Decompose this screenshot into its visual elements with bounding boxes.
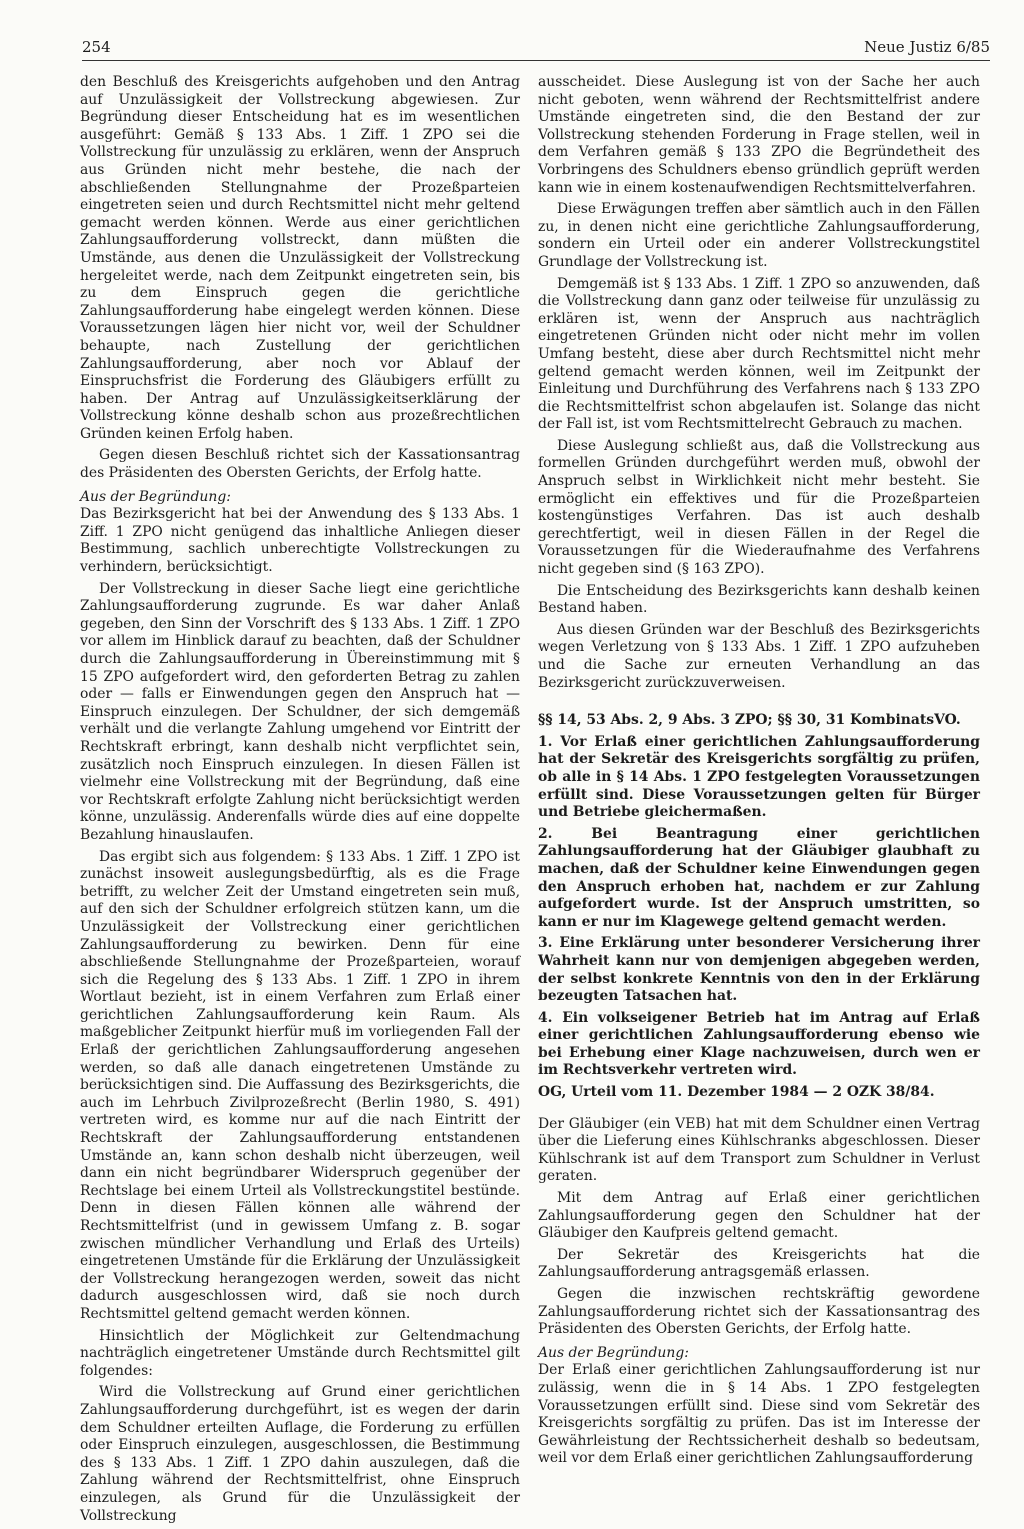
paragraph: Der Erlaß einer gerichtlichen Zahlungsaufforderung ist nur zulässig, wenn die in § 14 Abs. 1 ZPO festgelegten Voraussetzungen erfüllt sind. Diese sind vom Sekretär des Kreisgerichts sorgfältig zu prüfen. Das ist im Interesse der Gewährleistung der Rechtssicherheit deshalb so bedeutsam, weil vor dem Erlaß einer gerichtlichen Zahlungsaufforderung <box>538 1362 980 1467</box>
paragraph: Der Sekretär des Kreisgerichts hat die Zahlungsaufforderung antragsgemäß erlassen. <box>538 1246 980 1281</box>
paragraph: Demgemäß ist § 133 Abs. 1 Ziff. 1 ZPO so anzuwenden, daß die Vollstreckung dann ganz oder teilweise für unzulässig zu erklären ist, wenn der Anspruch aus nachträglich eingetretenen Gründen nicht oder nicht mehr im vollen Umfang besteht, diese aber durch Rechtsmittel nicht mehr geltend gemacht werden können, weil im Zeitpunkt der Einleitung und Durchführung des Verfahrens nach § 133 ZPO die Rechtsmittelfrist schon abgelaufen ist. Solange das nicht der Fall ist, ist vom Rechtsmittelrecht Gebrauch zu machen. <box>538 275 980 433</box>
norm-references: §§ 14, 53 Abs. 2, 9 Abs. 3 ZPO; §§ 30, 31 KombinatsVO. <box>538 712 961 729</box>
paragraph: ausscheidet. Diese Auslegung ist von der Sache her auch nicht geboten, wenn während der Rechtsmittelfrist andere Umstände eingetreten sind, die den Bestand der zur Vollstreckung stehenden Forderung in Frage stellen, weil in dem Verfahren gemäß § 133 ZPO die Begründetheit des Vorbringens des Schuldners ebenso gründlich geprüft werden kann wie in einem kostenaufwendigen Rechtsmittelverfahren. <box>538 74 980 196</box>
paragraph: Aus diesen Gründen war der Beschluß des Bezirksgerichts wegen Verletzung von § 133 Abs. 1 Ziff. 1 ZPO aufzuheben und die Sache zur erneuten Verhandlung an das Bezirksgericht zurückzuverweisen. <box>538 621 980 691</box>
paragraph: Mit dem Antrag auf Erlaß einer gerichtlichen Zahlungsaufforderung gegen den Schuldner hat der Gläubiger den Kaufpreis geltend gemacht. <box>538 1190 980 1242</box>
page-header <box>82 38 990 60</box>
left-column <box>80 74 520 1529</box>
page-number: 254 <box>82 38 111 56</box>
paragraph: den Beschluß des Kreisgerichts aufgehoben und den Antrag auf Unzulässigkeit der Vollstreckung abgewiesen. Zur Begründung dieser Entscheidung hat es im wesentlichen ausgeführt: Gemäß § 133 Abs. 1 Ziff. 1 ZPO sei die Vollstreckung für unzulässig zu erklären, wenn der Anspruch aus Gründen nicht mehr bestehe, die nach der abschließenden Stellungnahme der Prozeßparteien eingetreten seien und durch Rechtsmittel nicht mehr geltend gemacht werden können. Werde aus einer gerichtlichen Zahlungsaufforderung vollstreckt, dann müßten die Umstände, aus denen die Unzulässigkeit der Vollstreckung hergeleitet werde, nach dem Zeitpunkt eingetreten sein, bis zu dem Einspruch gegen die gerichtliche Zahlungsaufforderung habe eingelegt werden können. Diese Voraussetzungen lägen hier nicht vor, weil der Schuldner behaupte, nach Zustellung der gerichtlichen Zahlungsaufforderung, aber noch vor Ablauf der Einspruchsfrist die Forderung des Gläubigers erfüllt zu haben. Der Antrag auf Unzulässigkeitserklärung der Vollstreckung könne deshalb schon aus prozeßrechtlichen Gründen keinen Erfolg haben. <box>80 74 520 442</box>
paragraph: Der Gläubiger (ein VEB) hat mit dem Schuldner einen Vertrag über die Lieferung eines Kühlschranks abgeschlossen. Dieser Kühlschrank ist auf dem Transport zum Schuldner in Verlust geraten. <box>538 1115 980 1185</box>
right-column <box>538 74 980 1472</box>
headnote-3: 3. Eine Erklärung unter besonderer Versicherung ihrer Wahrheit kann nur von demjenigen abgegeben werden, der selbst konkrete Kenntnis von den in der Erklärung bezeugten Tatsachen hat. <box>538 935 980 1005</box>
headnote-1: 1. Vor Erlaß einer gerichtlichen Zahlungsaufforderung hat der Sekretär des Kreisgerichts sorgfältig zu prüfen, ob alle in § 14 Abs. 1 ZPO festgelegten Voraussetzungen erfüllt sind. Diese Voraussetzungen gelten für Bürger und Betriebe gleichermaßen. <box>538 733 980 821</box>
paragraph: Das Bezirksgericht hat bei der Anwendung des § 133 Abs. 1 Ziff. 1 ZPO nicht genügend das inhaltliche Anliegen dieser Bestimmung, sachlich unberechtigte Vollstreckungen zu verhindern, berücksichtigt. <box>80 506 520 576</box>
paragraph: Die Entscheidung des Bezirksgerichts kann deshalb keinen Bestand haben. <box>538 582 980 617</box>
section-heading: Aus der Begründung: <box>538 1344 689 1361</box>
paragraph: Gegen die inzwischen rechtskräftig gewordene Zahlungsaufforderung richtet sich der Kassationsantrag des Präsidenten des Obersten Gerichts, der Erfolg hatte. <box>538 1286 980 1338</box>
paragraph: Das ergibt sich aus folgendem: § 133 Abs. 1 Ziff. 1 ZPO ist zunächst insoweit auslegungsbedürftig, als es die Frage betrifft, zu welcher Zeit der Umstand eingetreten sein muß, auf den sich der Schuldner erfolgreich stützen kann, um die Unzulässigkeit der Vollstreckung einer gerichtlichen Zahlungsaufforderung zu bewirken. Denn für eine abschließende Stellungnahme der Prozeßparteien, worauf sich die Regelung des § 133 Abs. 1 Ziff. 1 ZPO in ihrem Wortlaut bezieht, ist in einem Verfahren zum Erlaß einer gerichtlichen Zahlungsaufforderung kein Raum. Als maßgeblicher Zeitpunkt hierfür muß im vorliegenden Fall der Erlaß der gerichtlichen Zahlungsaufforderung angesehen werden, so daß alle danach eingetretenen Umstände zu berücksichtigen sind. Die Auffassung des Bezirksgerichts, die auch im Lehrbuch Zivilprozeßrecht (Berlin 1980, S. 491) vertreten wird, es komme nur auf die nach Eintritt der Rechtskraft der Zahlungsaufforderung entstandenen Umstände an, kann schon deshalb nicht überzeugen, weil dann ein nicht begründbarer Widerspruch gegenüber der Rechtslage bei einem Urteil als Vollstreckungstitel bestünde. Denn in diesen Fällen können alle während der Rechtsmittelfrist (und in gewissem Umfang z. B. sogar zwischen mündlicher Verhandlung und Erlaß des Urteils) eingetretenen Umstände für die Erklärung der Unzulässigkeit der Vollstreckung herangezogen werden, soweit das nicht dadurch ausgeschlossen wird, daß sie noch durch Rechtsmittel geltend gemacht werden können. <box>80 848 520 1322</box>
paragraph: Gegen diesen Beschluß richtet sich der Kassationsantrag des Präsidenten des Obersten Gerichts, der Erfolg hatte. <box>80 447 520 482</box>
journal-title: Neue Justiz 6/85 <box>864 38 990 56</box>
paragraph: Diese Auslegung schließt aus, daß die Vollstreckung aus formellen Gründen durchgeführt werden muß, obwohl der Anspruch selbst in Wirklichkeit nicht mehr besteht. Sie ermöglicht ein effektives und für die Prozeßparteien kostengünstiges Verfahren. Das ist auch deshalb gerechtfertigt, weil in diesen Fällen in der Regel die Voraussetzungen für die Wiederaufnahme des Verfahrens nicht gegeben sind (§ 163 ZPO). <box>538 437 980 578</box>
paragraph: Wird die Vollstreckung auf Grund einer gerichtlichen Zahlungsaufforderung durchgeführt, ist es wegen der darin dem Schuldner erteilten Auflage, die Forderung zu erfüllen oder Einspruch einzulegen, ausgeschlossen, die Bestimmung des § 133 Abs. 1 Ziff. 1 ZPO dahin auszulegen, daß die Zahlung während der Rechtsmittelfrist, ohne Einspruch einzulegen, als Grund für die Unzulässigkeit der Vollstreckung <box>80 1384 520 1524</box>
headnote-4: 4. Ein volkseigener Betrieb hat im Antrag auf Erlaß einer gerichtlichen Zahlungsaufforderung ebenso wie bei Erhebung einer Klage nachzuweisen, durch wen er im Rechtsverkehr vertreten wird. <box>538 1009 980 1079</box>
header-rule <box>82 60 990 61</box>
headnote-2: 2. Bei Beantragung einer gerichtlichen Zahlungsaufforderung hat der Gläubiger glaubhaft zu machen, daß der Schuldner keine Einwendungen gegen den Anspruch erhoben hat, nachdem er zur Zahlung aufgefordert wurde. Ist der Anspruch umstritten, so kann er nur im Klagewege geltend gemacht werden. <box>538 825 980 930</box>
court-citation: OG, Urteil vom 11. Dezember 1984 — 2 OZK 38/84. <box>538 1084 935 1101</box>
paragraph: Der Vollstreckung in dieser Sache liegt eine gerichtliche Zahlungsaufforderung zugrunde. Es war daher Anlaß gegeben, den Sinn der Vorschrift des § 133 Abs. 1 Ziff. 1 ZPO vor allem im Hinblick darauf zu beachten, daß der Schuldner durch die Zahlungsaufforderung in Übereinstimmung mit § 15 ZPO aufgefordert wird, den geforderten Betrag zu zahlen oder — falls er Einwendungen gegen den Anspruch hat — Einspruch einzulegen. Der Schuldner, der sich demgemäß verhält und die verlangte Zahlung umgehend vor Eintritt der Rechtskraft erbringt, kann deshalb nicht verpflichtet sein, zusätzlich noch Einspruch einzulegen. In diesen Fällen ist vielmehr eine Vollstreckung mit der Begründung, daß eine vor Rechtskraft erfolgte Zahlung nicht berücksichtigt werden könne, unzulässig. Anderenfalls würde dies auf eine doppelte Bezahlung hinauslaufen. <box>80 580 520 843</box>
section-heading: Aus der Begründung: <box>80 488 231 505</box>
paragraph: Diese Erwägungen treffen aber sämtlich auch in den Fällen zu, in denen nicht eine gerichtliche Zahlungsaufforderung, sondern ein Urteil oder ein anderer Vollstreckungstitel Grundlage der Vollstreckung ist. <box>538 201 980 270</box>
paragraph: Hinsichtlich der Möglichkeit zur Geltendmachung nachträglich eingetretener Umstände durch Rechtsmittel gilt folgendes: <box>80 1327 520 1379</box>
